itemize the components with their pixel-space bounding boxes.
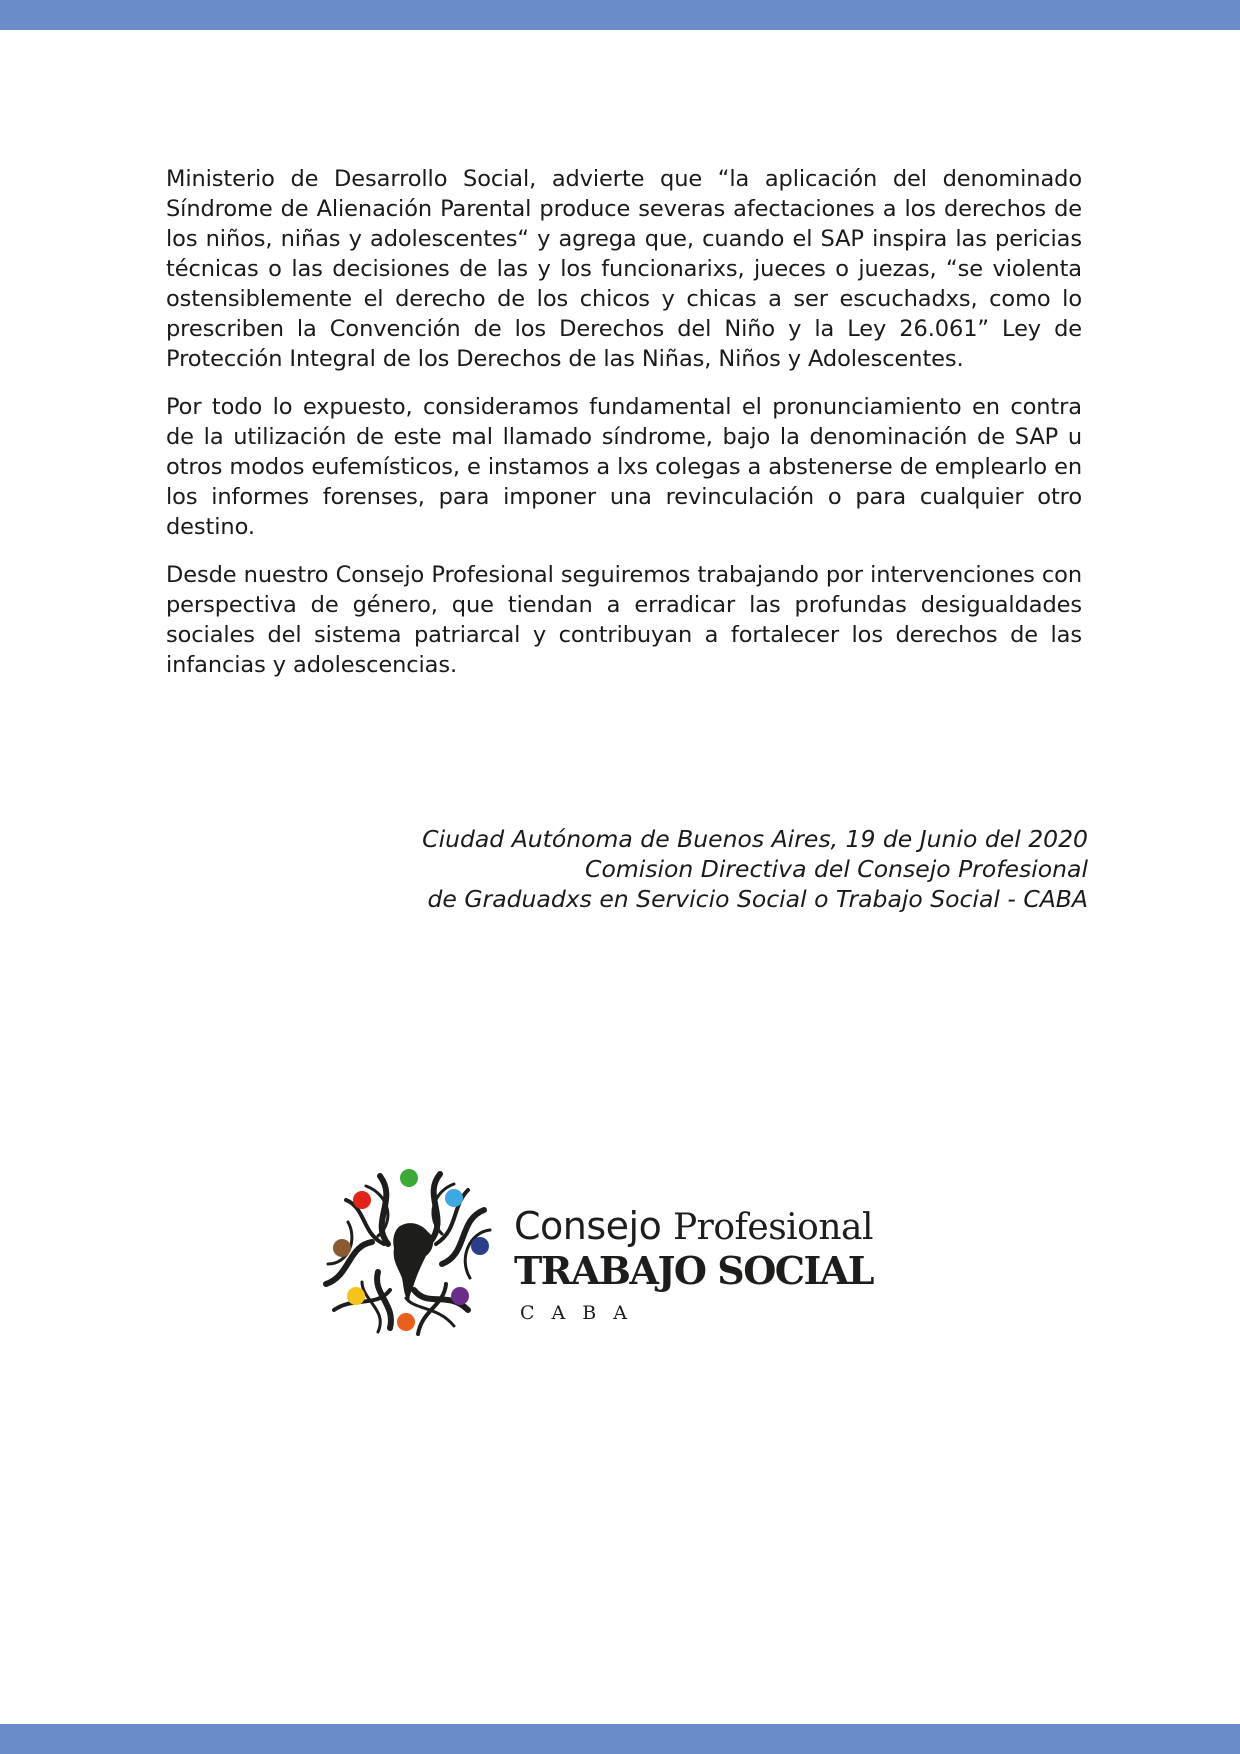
top-band (0, 0, 1240, 30)
logo-emblem-icon (318, 1160, 498, 1340)
signature-organization: de Graduadxs en Servicio Social o Trabajo Social - CABA (427, 885, 1088, 913)
paragraph-2: Por todo lo expuesto, consideramos fundamental el pronunciamiento en contra de la utilización de este mal llamado síndrome, bajo la denominación de SAP u otros modos eufemísticos, e instamos a lxs colegas a abstenerse de emplearlo en los informes forenses, para imponer una revinculación o para cualquier otro destino. (166, 394, 1082, 540)
logo-wordmark-line2: TRABAJO SOCIAL (514, 1248, 874, 1293)
signature-block (300, 824, 1088, 914)
bottom-band (0, 1724, 1240, 1754)
logo-word-consejo: Consejo (514, 1204, 662, 1248)
logo-wordmark-line3: CABA (520, 1302, 644, 1324)
logo-word-profesional: Profesional (672, 1207, 874, 1248)
paragraph-3: Desde nuestro Consejo Profesional seguiremos trabajando por intervenciones con perspectiva de género, que tiendan a erradicar las profundas desigualdades sociales del sistema patriarcal y contribuyan a fortalecer los derechos de las infancias y adolescencias. (166, 562, 1082, 678)
organization-logo (318, 1160, 928, 1340)
signature-issuer: Comision Directiva del Consejo Profesional (585, 855, 1088, 883)
letter-body (166, 164, 1082, 698)
logo-wordmark-line1 (514, 1204, 873, 1248)
paragraph-1: Ministerio de Desarrollo Social, advierte que “la aplicación del denominado Síndrome de Alienación Parental produce severas afectaciones a los derechos de los niños, niñas y adolescentes“ y agrega que, cuando el SAP inspira las pericias técnicas o las decisiones de las y los funcionarixs, jueces o juezas, “se violenta ostensiblemente el derecho de los chicos y chicas a ser escuchadxs, como lo prescriben la Convención de los Derechos del Niño y la Ley 26.061” Ley de Protección Integral de los Derechos de las Niñas, Niños y Adolescentes. (166, 166, 1082, 372)
signature-place-date: Ciudad Autónoma de Buenos Aires, 19 de Junio del 2020 (422, 825, 1088, 853)
